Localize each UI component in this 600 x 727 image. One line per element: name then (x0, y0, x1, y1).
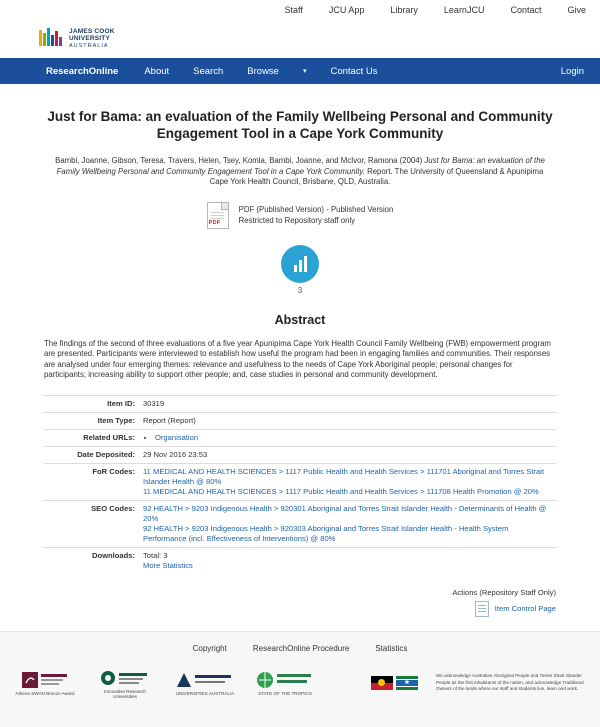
nav-item-about[interactable]: About (144, 65, 170, 77)
nav-item-contact-us[interactable]: Contact Us (330, 65, 378, 77)
utility-link-give[interactable]: Give (567, 5, 586, 15)
jcu-emblem-icon (38, 26, 64, 52)
footer-link-copyright[interactable]: Copyright (192, 643, 227, 653)
altmetric-badge[interactable] (44, 245, 556, 295)
page-footer (0, 631, 600, 727)
metadata-label: FoR Codes: (44, 463, 139, 500)
actions-section (44, 588, 556, 617)
utility-link-learnjcu[interactable]: LearnJCU (443, 5, 485, 15)
footer-link-researchonline-procedure[interactable]: ResearchOnline Procedure (252, 643, 350, 653)
record-content (0, 84, 600, 617)
actions-heading: Actions (Repository Staff Only) (452, 587, 556, 597)
utility-link-contact[interactable]: Contact (510, 5, 542, 15)
nav-item-search[interactable]: Search (193, 65, 224, 77)
metadata-value-item-id: 30319 (139, 395, 556, 412)
table-row (44, 463, 556, 500)
citation (54, 156, 546, 188)
metadata-label: Item Type: (44, 412, 139, 429)
metadata-label: Downloads: (44, 547, 139, 574)
state-of-the-tropics-caption: STATE OF THE TROPICS (258, 691, 312, 697)
altmetric-circle-icon (281, 245, 319, 283)
table-row (44, 500, 556, 547)
related-urls-list (155, 433, 552, 443)
jcu-logo[interactable] (38, 26, 115, 52)
seo-code-link[interactable]: 92 HEALTH > 9203 Indigenous Health > 920303 Aboriginal and Torres Strait Islander Health - Health System Performance (incl. Effectiveness of Interventions) @ 80% (143, 523, 509, 543)
jcu-wordmark-line1: JAMES COOK (69, 27, 115, 35)
abstract-heading: Abstract (274, 312, 326, 327)
metadata-value-date-deposited: 29 Nov 2016 23:53 (139, 446, 556, 463)
universities-australia-logo (174, 669, 236, 696)
utility-link-staff[interactable]: Staff (284, 5, 303, 15)
universities-australia-caption: UNIVERSITIES AUSTRALIA (175, 691, 235, 697)
jcu-wordmark-line3: AUSTRALIA (69, 42, 109, 49)
metadata-value-related-urls (139, 429, 556, 446)
attachment-row (44, 202, 556, 229)
state-of-the-tropics-logo (254, 669, 316, 696)
table-row (44, 429, 556, 446)
metadata-value-item-type: Report (Report) (139, 412, 556, 429)
citation-authors: Bambi, Joanne, Gibson, Teresa, Travers, Helen, Tsey, Komla, Bambi, Joanne, and McIvor, Ramona (2004) (55, 156, 425, 165)
utility-link-jcu-app[interactable]: JCU App (328, 5, 365, 15)
pdf-icon-fold (221, 203, 228, 210)
pdf-icon[interactable] (207, 202, 229, 229)
chevron-down-icon[interactable]: ▾ (302, 68, 307, 75)
citation-title: Just for Bama: an evaluation of the Family Wellbeing Personal and Community Engagement Tool in a Cape York Community. (56, 156, 545, 176)
seo-code-link[interactable]: 92 HEALTH > 9203 Indigenous Health > 920301 Aboriginal and Torres Strait Islander Health - Determinants of Health @ 20% (143, 503, 547, 523)
table-row (44, 547, 556, 574)
altmetric-bars-icon (294, 256, 307, 272)
utility-navbar (0, 0, 600, 20)
athena-swan-caption: Athena SWAN Bronze Award (15, 691, 75, 697)
nav-item-browse[interactable]: Browse (247, 65, 279, 77)
aboriginal-flag-icon (371, 676, 393, 690)
metadata-value-seo-codes (139, 500, 556, 547)
state-of-the-tropics-icon (256, 669, 314, 691)
athena-swan-icon (22, 669, 68, 691)
logo-band (0, 20, 600, 58)
citation-publisher: Report. The University of Queensland & Apunipima Cape York Health Council, Brisbane, QLD, Australia. (209, 166, 544, 186)
metadata-label: Related URLs: (44, 429, 139, 446)
iru-caption: Innovative Research Universities (104, 688, 146, 699)
item-control-page-link[interactable]: Item Control Page (494, 604, 556, 614)
page-title: Just for Bama: an evaluation of the Family Wellbeing Personal and Community Engagement Tool in a Cape York Community (47, 109, 553, 141)
footer-link-statistics[interactable]: Statistics (375, 643, 408, 653)
attachment-version: PDF (Published Version) - Published Version (238, 204, 394, 214)
related-url-organisation-link[interactable]: Organisation (155, 432, 199, 442)
attachment-meta (239, 202, 394, 226)
metadata-label: Date Deposited: (44, 446, 139, 463)
universities-australia-icon (176, 669, 234, 691)
jcu-wordmark-line2: UNIVERSITY (69, 35, 111, 43)
downloads-total: Total: 3 (143, 550, 168, 560)
main-navbar (0, 58, 600, 84)
footer-links (0, 644, 600, 667)
metadata-table (44, 395, 556, 574)
acknowledgement-of-country: We acknowledge Australian Aboriginal People and Torres Strait Islander People as the first inhabitants of the nation, and acknowledge Traditional Owners of the lands where our staff and students live, learn and work. (436, 673, 584, 692)
flags (371, 676, 418, 690)
for-code-link[interactable]: 11 MEDICAL AND HEALTH SCIENCES > 1117 Public Health and Health Services > 111708 Health Promotion @ 20% (143, 486, 539, 496)
torres-strait-islander-flag-icon (396, 676, 418, 690)
list-item (155, 433, 552, 443)
metadata-value-downloads (139, 547, 556, 574)
utility-link-library[interactable]: Library (390, 5, 418, 15)
jcu-wordmark (69, 28, 115, 51)
pdf-icon-lines (211, 212, 224, 213)
athena-swan-logo (14, 669, 76, 696)
metadata-label: SEO Codes: (44, 500, 139, 547)
iru-logo (94, 667, 156, 699)
metadata-table-body (44, 395, 556, 574)
metadata-label: Item ID: (44, 395, 139, 412)
abstract-text: The findings of the second of three evaluations of a five year Apunipima Cape York Health Council Family Wellbeing (FWB) empowerment program are presented. Participants were interviewed to establish how useful the program had been in engaging families and communities. Their responses are analysed under four emerging themes: relevance and usefulness to the needs of Cape York Aboriginal people; personal changes for participants; increasing ability to support other people; and, case studies in personal and community development. (44, 338, 551, 380)
attachment-restriction: Restricted to Repository staff only (238, 215, 356, 225)
metadata-value-for-codes (139, 463, 556, 500)
for-code-link[interactable]: 11 MEDICAL AND HEALTH SCIENCES > 1117 Public Health and Health Services > 111701 Aboriginal and Torres Strait Islander Health @ 80% (143, 466, 544, 486)
document-icon (475, 601, 489, 617)
altmetric-count: 3 (297, 285, 303, 295)
table-row (44, 412, 556, 429)
pdf-icon-label: PDF (208, 219, 221, 226)
nav-brand-researchonline[interactable]: ResearchOnline (46, 65, 119, 77)
more-statistics-link[interactable]: More Statistics (143, 560, 193, 570)
table-row (44, 395, 556, 412)
item-control-row[interactable] (44, 601, 556, 617)
iru-icon (100, 667, 150, 689)
table-row (44, 446, 556, 463)
nav-item-login[interactable]: Login (560, 65, 584, 77)
footer-logos (0, 667, 600, 699)
